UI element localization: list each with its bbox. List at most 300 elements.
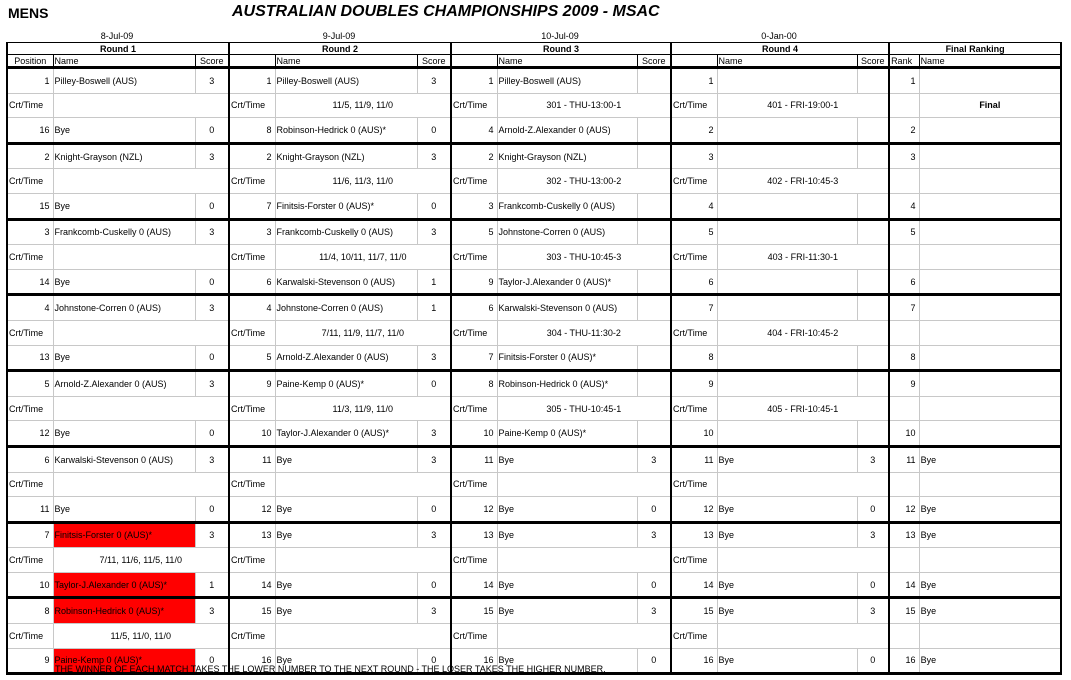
round2-score: 3 <box>417 68 451 94</box>
crt-time-row <box>7 169 1061 194</box>
round3-position: 10 <box>451 421 497 447</box>
final-team-name <box>919 295 1061 321</box>
round2-score: 3 <box>417 143 451 169</box>
round1-team-name: Finitsis-Forster 0 (AUS)* <box>53 522 195 548</box>
round1-position: 9 <box>7 648 53 674</box>
round4-position: 5 <box>671 219 717 245</box>
final-rank: 1 <box>889 68 919 94</box>
round2-position: 10 <box>229 421 275 447</box>
draw-table <box>6 42 1062 675</box>
round4-score <box>857 421 889 447</box>
round2-position: 16 <box>229 648 275 674</box>
round1-court-time <box>53 169 229 194</box>
round1-team-name: Paine-Kemp 0 (AUS)* <box>53 648 195 674</box>
round4-position: 8 <box>671 345 717 371</box>
round3-court-time: 302 - THU-13:00-2 <box>497 169 671 194</box>
round2-score: 1 <box>417 295 451 321</box>
round1-team-name: Bye <box>53 193 195 219</box>
final-rank: 7 <box>889 295 919 321</box>
round4-score <box>857 193 889 219</box>
round2-score: 3 <box>417 421 451 447</box>
round2-team-name: Karwalski-Stevenson 0 (AUS) <box>275 269 417 295</box>
round4-score <box>857 219 889 245</box>
round2-score: 3 <box>417 446 451 472</box>
round2-position: 1 <box>229 68 275 94</box>
crt-time-label: Crt/Time <box>229 548 275 573</box>
round4-score: 0 <box>857 648 889 674</box>
crt-time-label: Crt/Time <box>671 548 717 573</box>
crt-time-label: Crt/Time <box>7 624 53 649</box>
final-team-name <box>919 193 1061 219</box>
crt-time-label: Crt/Time <box>7 396 53 421</box>
table-row <box>7 371 1061 397</box>
round2-position: 13 <box>229 522 275 548</box>
round2-court-time: 11/6, 11/3, 11/0 <box>275 169 451 194</box>
round2-team-name: Bye <box>275 497 417 523</box>
round1-team-name: Taylor-J.Alexander 0 (AUS)* <box>53 572 195 598</box>
final-team-name: Bye <box>919 522 1061 548</box>
final-rank: 2 <box>889 118 919 144</box>
crt-time-row <box>7 472 1061 497</box>
round4-position: 11 <box>671 446 717 472</box>
round3-score <box>637 219 671 245</box>
round2-position: 4 <box>229 295 275 321</box>
round4-team-name: Bye <box>717 497 857 523</box>
position-header <box>229 55 275 68</box>
round3-position: 3 <box>451 193 497 219</box>
table-row <box>7 345 1061 371</box>
round1-position: 2 <box>7 143 53 169</box>
round2-position: 3 <box>229 219 275 245</box>
table-row <box>7 118 1061 144</box>
round1-court-time: 7/11, 11/6, 11/5, 11/0 <box>53 548 229 573</box>
round2-team-name: Bye <box>275 446 417 472</box>
score-header: Score <box>637 55 671 68</box>
round4-score <box>857 345 889 371</box>
round3-team-name: Bye <box>497 598 637 624</box>
round1-score: 0 <box>195 269 229 295</box>
round3-team-name: Bye <box>497 497 637 523</box>
round3-score: 0 <box>637 497 671 523</box>
round2-position: 12 <box>229 497 275 523</box>
round2-score: 0 <box>417 648 451 674</box>
round3-score <box>637 295 671 321</box>
round1-score: 0 <box>195 497 229 523</box>
round4-position: 10 <box>671 421 717 447</box>
round1-team-name: Johnstone-Corren 0 (AUS) <box>53 295 195 321</box>
crt-time-row <box>7 548 1061 573</box>
round4-court-time <box>717 624 889 649</box>
round4-team-name: Bye <box>717 572 857 598</box>
round1-court-time <box>53 245 229 270</box>
final-team-name: Bye <box>919 446 1061 472</box>
crt-time-label: Crt/Time <box>451 396 497 421</box>
round2-team-name: Robinson-Hedrick 0 (AUS)* <box>275 118 417 144</box>
round1-team-name: Bye <box>53 421 195 447</box>
column-header-row <box>7 55 1061 68</box>
round3-score <box>637 421 671 447</box>
crt-time-label: Crt/Time <box>229 169 275 194</box>
round2-date: 9-Jul-09 <box>322 31 356 41</box>
round2-court-time: 11/3, 11/9, 11/0 <box>275 396 451 421</box>
round1-position: 11 <box>7 497 53 523</box>
round1-score: 0 <box>195 345 229 371</box>
table-row <box>7 68 1061 94</box>
final-rank-blank <box>889 472 919 497</box>
final-rank: 12 <box>889 497 919 523</box>
round3-position: 12 <box>451 497 497 523</box>
round2-team-name: Arnold-Z.Alexander 0 (AUS) <box>275 345 417 371</box>
crt-time-row <box>7 396 1061 421</box>
round2-score: 0 <box>417 118 451 144</box>
crt-time-label: Crt/Time <box>451 472 497 497</box>
round1-position: 6 <box>7 446 53 472</box>
final-label <box>919 624 1061 649</box>
page-title: AUSTRALIAN DOUBLES CHAMPIONSHIPS 2009 - MSAC <box>232 3 660 20</box>
crt-time-label: Crt/Time <box>671 624 717 649</box>
round2-team-name: Knight-Grayson (NZL) <box>275 143 417 169</box>
round2-score: 0 <box>417 371 451 397</box>
final-label <box>919 472 1061 497</box>
final-rank: 10 <box>889 421 919 447</box>
round3-court-time <box>497 624 671 649</box>
round1-score: 0 <box>195 193 229 219</box>
round4-position: 9 <box>671 371 717 397</box>
round4-score <box>857 295 889 321</box>
round3-court-time: 305 - THU-10:45-1 <box>497 396 671 421</box>
round1-score: 3 <box>195 371 229 397</box>
round2-team-name: Bye <box>275 648 417 674</box>
round1-score: 3 <box>195 446 229 472</box>
round4-header: Round 4 <box>671 43 889 55</box>
round3-court-time <box>497 472 671 497</box>
round2-position: 11 <box>229 446 275 472</box>
round1-score: 3 <box>195 598 229 624</box>
final-rank-blank <box>889 624 919 649</box>
final-team-name <box>919 118 1061 144</box>
round2-position: 7 <box>229 193 275 219</box>
round3-team-name: Bye <box>497 648 637 674</box>
round4-team-name <box>717 295 857 321</box>
score-header: Score <box>857 55 889 68</box>
round1-score: 3 <box>195 295 229 321</box>
round3-score <box>637 371 671 397</box>
round3-court-time: 304 - THU-11:30-2 <box>497 320 671 345</box>
round1-score: 0 <box>195 118 229 144</box>
table-row <box>7 572 1061 598</box>
category-label: MENS <box>8 5 49 21</box>
crt-time-label: Crt/Time <box>7 245 53 270</box>
round4-court-time: 403 - FRI-11:30-1 <box>717 245 889 270</box>
round4-score <box>857 269 889 295</box>
round3-team-name: Pilley-Boswell (AUS) <box>497 68 637 94</box>
footer-note: THE WINNER OF EACH MATCH TAKES THE LOWER NUMBER TO THE NEXT ROUND - THE LOSER TAKES THE HIGHER NUMBER. <box>55 664 606 674</box>
final-label: Final <box>919 93 1061 118</box>
round3-score: 3 <box>637 522 671 548</box>
round1-team-name: Bye <box>53 345 195 371</box>
crt-time-label: Crt/Time <box>671 169 717 194</box>
crt-time-row <box>7 624 1061 649</box>
round4-score <box>857 118 889 144</box>
round4-position: 4 <box>671 193 717 219</box>
round3-team-name: Robinson-Hedrick 0 (AUS)* <box>497 371 637 397</box>
round1-position: 13 <box>7 345 53 371</box>
round3-score: 3 <box>637 598 671 624</box>
round3-score <box>637 345 671 371</box>
round3-court-time: 303 - THU-10:45-3 <box>497 245 671 270</box>
round3-score: 0 <box>637 572 671 598</box>
round1-team-name: Frankcomb-Cuskelly 0 (AUS) <box>53 219 195 245</box>
round3-position: 8 <box>451 371 497 397</box>
round4-court-time <box>717 548 889 573</box>
crt-time-label: Crt/Time <box>7 169 53 194</box>
crt-time-label: Crt/Time <box>229 320 275 345</box>
final-rank-blank <box>889 169 919 194</box>
final-team-name <box>919 345 1061 371</box>
table-row <box>7 143 1061 169</box>
round2-position: 14 <box>229 572 275 598</box>
round3-team-name: Karwalski-Stevenson 0 (AUS) <box>497 295 637 321</box>
crt-time-label: Crt/Time <box>451 624 497 649</box>
round-header-row <box>7 43 1061 55</box>
round4-position: 3 <box>671 143 717 169</box>
crt-time-label: Crt/Time <box>7 320 53 345</box>
round4-score <box>857 68 889 94</box>
round4-position: 14 <box>671 572 717 598</box>
final-rank: 14 <box>889 572 919 598</box>
round1-team-name: Bye <box>53 269 195 295</box>
score-header: Score <box>195 55 229 68</box>
round3-score: 0 <box>637 648 671 674</box>
round4-score: 3 <box>857 522 889 548</box>
round4-position: 6 <box>671 269 717 295</box>
round4-position: 13 <box>671 522 717 548</box>
round1-team-name: Arnold-Z.Alexander 0 (AUS) <box>53 371 195 397</box>
round3-team-name: Knight-Grayson (NZL) <box>497 143 637 169</box>
round2-position: 2 <box>229 143 275 169</box>
round4-team-name <box>717 421 857 447</box>
round4-position: 2 <box>671 118 717 144</box>
final-team-name <box>919 269 1061 295</box>
round2-team-name: Johnstone-Corren 0 (AUS) <box>275 295 417 321</box>
round3-score <box>637 269 671 295</box>
final-rank: 15 <box>889 598 919 624</box>
round1-team-name: Robinson-Hedrick 0 (AUS)* <box>53 598 195 624</box>
final-team-name: Bye <box>919 598 1061 624</box>
round4-court-time: 404 - FRI-10:45-2 <box>717 320 889 345</box>
crt-time-label: Crt/Time <box>7 472 53 497</box>
round1-position: 4 <box>7 295 53 321</box>
crt-time-label: Crt/Time <box>7 93 53 118</box>
crt-time-label: Crt/Time <box>229 624 275 649</box>
table-row <box>7 522 1061 548</box>
round3-team-name: Johnstone-Corren 0 (AUS) <box>497 219 637 245</box>
final-rank-blank <box>889 396 919 421</box>
round2-score: 1 <box>417 269 451 295</box>
final-label <box>919 245 1061 270</box>
round3-team-name: Finitsis-Forster 0 (AUS)* <box>497 345 637 371</box>
round3-date: 10-Jul-09 <box>541 31 579 41</box>
round2-court-time: 11/4, 10/11, 11/7, 11/0 <box>275 245 451 270</box>
round2-team-name: Frankcomb-Cuskelly 0 (AUS) <box>275 219 417 245</box>
final-label <box>919 169 1061 194</box>
round4-court-time: 401 - FRI-19:00-1 <box>717 93 889 118</box>
round1-position: 15 <box>7 193 53 219</box>
table-row <box>7 598 1061 624</box>
round4-team-name <box>717 193 857 219</box>
round1-position: 12 <box>7 421 53 447</box>
final-team-name: Bye <box>919 648 1061 674</box>
crt-time-label: Crt/Time <box>451 320 497 345</box>
round1-position: 1 <box>7 68 53 94</box>
round1-court-time <box>53 472 229 497</box>
round1-score: 3 <box>195 68 229 94</box>
round3-position: 11 <box>451 446 497 472</box>
round2-court-time <box>275 624 451 649</box>
round2-position: 6 <box>229 269 275 295</box>
final-label <box>919 396 1061 421</box>
round1-court-time <box>53 396 229 421</box>
round2-team-name: Taylor-J.Alexander 0 (AUS)* <box>275 421 417 447</box>
round3-score <box>637 118 671 144</box>
round2-position: 15 <box>229 598 275 624</box>
round1-position: 16 <box>7 118 53 144</box>
round4-team-name <box>717 143 857 169</box>
round2-court-time: 7/11, 11/9, 11/7, 11/0 <box>275 320 451 345</box>
final-team-name <box>919 68 1061 94</box>
crt-time-label: Crt/Time <box>671 396 717 421</box>
round3-team-name: Arnold-Z.Alexander 0 (AUS) <box>497 118 637 144</box>
draw-body <box>7 68 1061 674</box>
round4-team-name: Bye <box>717 522 857 548</box>
round4-position: 7 <box>671 295 717 321</box>
round4-team-name: Bye <box>717 446 857 472</box>
round3-score <box>637 143 671 169</box>
round2-team-name: Finitsis-Forster 0 (AUS)* <box>275 193 417 219</box>
round3-position: 15 <box>451 598 497 624</box>
round3-position: 5 <box>451 219 497 245</box>
round3-score <box>637 68 671 94</box>
final-rank: 8 <box>889 345 919 371</box>
round1-team-name: Karwalski-Stevenson 0 (AUS) <box>53 446 195 472</box>
name-header: Name <box>717 55 857 68</box>
round3-position: 4 <box>451 118 497 144</box>
final-rank: 6 <box>889 269 919 295</box>
round4-score <box>857 371 889 397</box>
position-header <box>671 55 717 68</box>
name-header: Name <box>275 55 417 68</box>
round3-position: 2 <box>451 143 497 169</box>
table-row <box>7 497 1061 523</box>
round4-court-time <box>717 472 889 497</box>
round4-court-time: 402 - FRI-10:45-3 <box>717 169 889 194</box>
round1-position: 3 <box>7 219 53 245</box>
round1-header: Round 1 <box>7 43 229 55</box>
round2-court-time: 11/5, 11/9, 11/0 <box>275 93 451 118</box>
round1-score: 1 <box>195 572 229 598</box>
round3-team-name: Bye <box>497 446 637 472</box>
round2-court-time <box>275 472 451 497</box>
round2-score: 3 <box>417 345 451 371</box>
round4-team-name <box>717 371 857 397</box>
crt-time-label: Crt/Time <box>671 320 717 345</box>
final-team-name <box>919 143 1061 169</box>
round1-court-time <box>53 93 229 118</box>
round1-score: 0 <box>195 421 229 447</box>
final-rank-blank <box>889 93 919 118</box>
round3-position: 16 <box>451 648 497 674</box>
final-rank: 5 <box>889 219 919 245</box>
round2-score: 0 <box>417 193 451 219</box>
table-row <box>7 193 1061 219</box>
final-team-name: Bye <box>919 497 1061 523</box>
table-row <box>7 219 1061 245</box>
table-row <box>7 421 1061 447</box>
round2-score: 3 <box>417 219 451 245</box>
round1-score: 3 <box>195 219 229 245</box>
score-header: Score <box>417 55 451 68</box>
round4-score: 0 <box>857 572 889 598</box>
final-team-name: Bye <box>919 572 1061 598</box>
round3-score <box>637 193 671 219</box>
table-row <box>7 269 1061 295</box>
round2-position: 5 <box>229 345 275 371</box>
round4-team-name: Bye <box>717 648 857 674</box>
crt-time-label: Crt/Time <box>451 548 497 573</box>
final-rank-blank <box>889 548 919 573</box>
round4-score: 3 <box>857 446 889 472</box>
round3-position: 6 <box>451 295 497 321</box>
final-team-name <box>919 421 1061 447</box>
final-team-name <box>919 371 1061 397</box>
crt-time-row <box>7 320 1061 345</box>
round1-position: 5 <box>7 371 53 397</box>
crt-time-label: Crt/Time <box>229 396 275 421</box>
round4-team-name <box>717 269 857 295</box>
crt-time-label: Crt/Time <box>671 245 717 270</box>
name-header: Name <box>497 55 637 68</box>
round3-court-time: 301 - THU-13:00-1 <box>497 93 671 118</box>
crt-time-label: Crt/Time <box>229 245 275 270</box>
name-header: Name <box>919 55 1061 68</box>
round2-score: 0 <box>417 497 451 523</box>
final-rank-blank <box>889 245 919 270</box>
crt-time-row <box>7 245 1061 270</box>
round1-score: 3 <box>195 522 229 548</box>
crt-time-label: Crt/Time <box>451 245 497 270</box>
rank-header: Rank <box>889 55 919 68</box>
round2-court-time <box>275 548 451 573</box>
round3-team-name: Bye <box>497 522 637 548</box>
final-rank: 16 <box>889 648 919 674</box>
name-header: Name <box>53 55 195 68</box>
round4-team-name <box>717 68 857 94</box>
round1-score: 3 <box>195 143 229 169</box>
final-rank: 13 <box>889 522 919 548</box>
round1-team-name: Bye <box>53 118 195 144</box>
final-ranking-header: Final Ranking <box>889 43 1061 55</box>
round1-court-time <box>53 320 229 345</box>
final-rank: 11 <box>889 446 919 472</box>
crt-time-label: Crt/Time <box>7 548 53 573</box>
round3-score: 3 <box>637 446 671 472</box>
round2-team-name: Bye <box>275 598 417 624</box>
position-header <box>451 55 497 68</box>
round3-position: 9 <box>451 269 497 295</box>
round4-team-name: Bye <box>717 598 857 624</box>
round2-position: 8 <box>229 118 275 144</box>
round3-team-name: Paine-Kemp 0 (AUS)* <box>497 421 637 447</box>
